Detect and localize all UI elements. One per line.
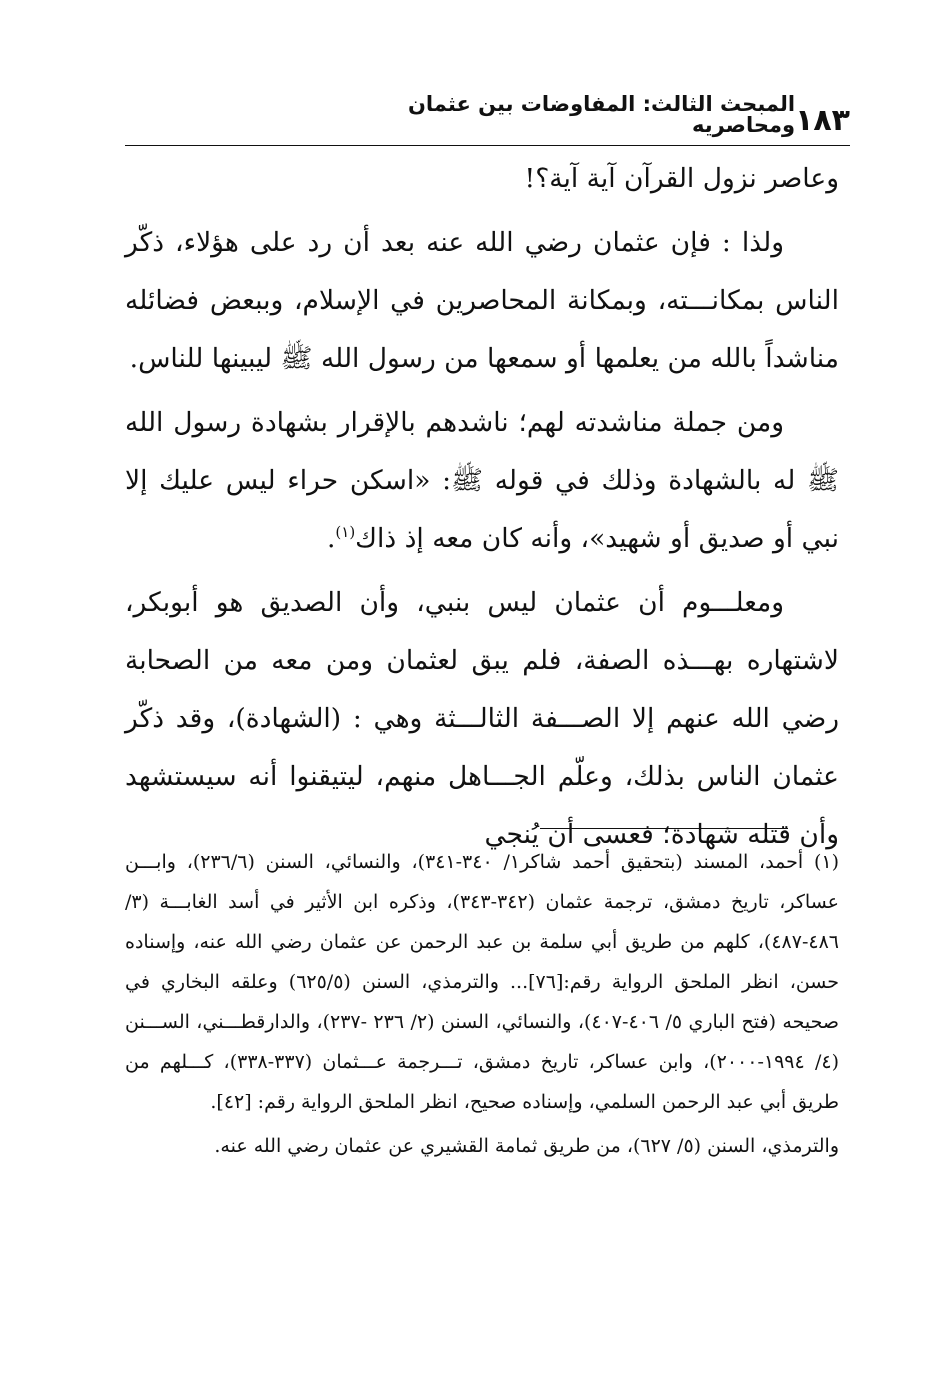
paragraph-2: ولذا : فإن عثمان رضي الله عنه بعد أن رد على هؤلاء، ذكّر الناس بمكانـــته، وبمكانة المحاصرين في الإسلام، وببعض فضائله مناشداً بالله من يعلمها أو سمعها من رسول الله ﷺ ليبينها للناس. — [125, 227, 839, 374]
paragraph-3-end: . — [326, 523, 336, 554]
footnote-separator — [540, 828, 788, 829]
page-number: ١٨٣ — [795, 103, 850, 138]
footnote-1: (١) أحمد، المسند (بتحقيق أحمد شاكر١/ ٣٤٠-٣٤١)، والنسائي، السنن (٢٣٦/٦)، وابـــن عساكر، تاريخ دمشق، ترجمة عثمان (٣٤٢-٣٤٣)، وذكره ابن الأثير في أسد الغابـــة (٣/ ٤٨٦-٤٨٧)، كلهم من طريق أبي سلمة بن عبد الرحمن عن عثمان رضي الله عنه، وإسناده حسن، انظر الملحق الرواية رقم:[٧٦]... والترمذي، السنن (٦٢٥/٥) وعلقه البخاري في صحيحه (فتح الباري ٥/ ٤٠٦-٤٠٧)، والنسائي، السنن (٢/ ٢٣٦ -٢٣٧)، والدارقطـــني، الســـنن (٤/ ١٩٩٤-٢٠٠٠)، وابن عساكر، تاريخ دمشق، تـــرجمة عـــثمان (٣٣٧-٣٣٨)، كـــلهم من طريق أبي عبد الرحمن السلمي، وإسناده صحيح، انظر الملحق الرواية رقم: [٤٢]. — [125, 851, 840, 1113]
footnote-reference[interactable]: (١) — [335, 523, 356, 542]
paragraph-3 — [125, 394, 839, 568]
main-text — [125, 150, 839, 870]
paragraph-4: ومعلـــوم أن عثمان ليس بنبي، وأن الصديق هو أبوبكر، لاشتهاره بهـــذه الصفة، فلم يبق لعثمان ومن معه من الصحابة رضي الله عنهم إلا الصـــفة الثالـــثة وهي : (الشهادة)، وقد ذكّر عثمان الناس بذلك، وعلّم الجـــاهل منهم، ليتيقنوا أنه سيستشهد وأن قتله شهادة؛ فعسى أن يُنجي — [125, 587, 839, 850]
footnotes — [125, 842, 839, 1166]
running-title: المبحث الثالث: المفاوضات بين عثمان ومحاصريه — [408, 92, 796, 137]
page-header — [125, 92, 850, 142]
paragraph-1: وعاصر نزول القرآن آية آية؟! — [524, 163, 839, 194]
header-rule — [125, 145, 850, 146]
paragraph-3-text: ومن جملة مناشدته لهم؛ ناشدهم بالإقرار بشهادة رسول الله ﷺ له بالشهادة وذلك في قوله ﷺ: «اسكن حراء ليس عليك إلا نبي أو صديق أو شهيد»، وأنه كان معه إذ ذاك — [125, 407, 839, 554]
footnote-1-continuation: والترمذي، السنن (٥/ ٦٢٧)، من طريق ثمامة القشيري عن عثمان رضي الله عنه. — [214, 1135, 839, 1157]
